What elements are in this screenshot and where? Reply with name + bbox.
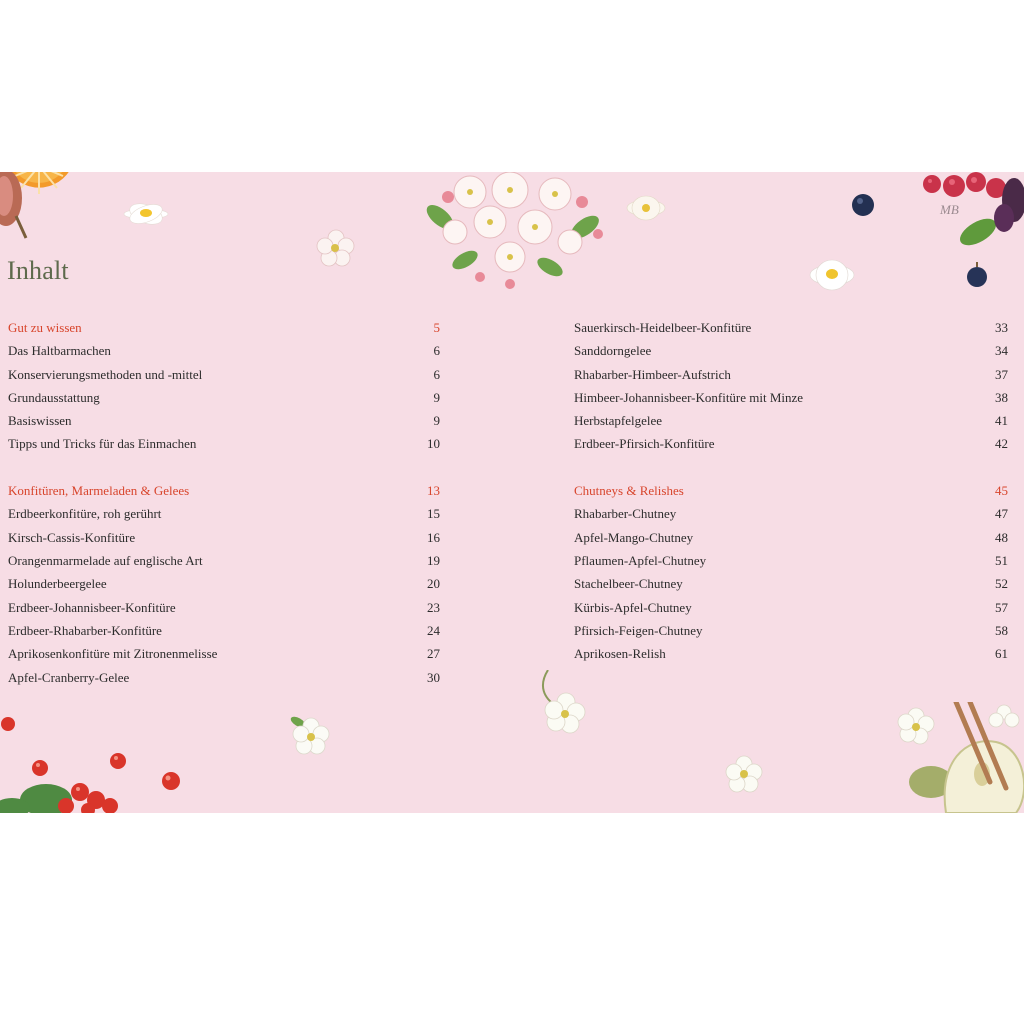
toc-entry-label: Holunderbeergelee <box>8 576 107 592</box>
toc-entry-label: Basiswissen <box>8 413 72 429</box>
toc-entry[interactable] <box>574 600 1008 623</box>
toc-section-heading[interactable] <box>574 483 1008 506</box>
toc-entry-label: Rhabarber-Chutney <box>574 506 677 522</box>
section-gap <box>8 460 440 483</box>
toc-entry[interactable] <box>8 576 440 599</box>
blueberry-icon <box>850 192 876 218</box>
toc-entry-label: Konservierungsmethoden und -mittel <box>8 366 203 382</box>
toc-entry-label: Rhabarber-Himbeer-Aufstrich <box>574 366 731 382</box>
toc-entry-label: Aprikosen-Relish <box>574 646 666 662</box>
toc-page-number: 34 <box>995 343 1008 359</box>
toc-entry[interactable] <box>574 390 1008 413</box>
toc-entry-label: Sanddorngelee <box>574 343 652 359</box>
toc-entry-label: Erdbeer-Johannisbeer-Konfitüre <box>8 599 176 615</box>
redcurrant-icon <box>160 770 182 792</box>
fig-icon <box>0 172 30 244</box>
toc-entry[interactable] <box>8 436 440 459</box>
page-title: Inhalt <box>7 256 69 285</box>
toc-page-number: 38 <box>995 389 1008 405</box>
toc-page-number: 6 <box>433 366 440 382</box>
apple-half-icon <box>886 702 1024 813</box>
toc-page-number: 51 <box>995 553 1008 569</box>
toc-page-number: 24 <box>427 622 440 638</box>
toc-page-number: 16 <box>427 529 440 545</box>
raspberry-icon <box>918 172 1024 262</box>
toc-page-number: 45 <box>995 483 1008 499</box>
toc-page-number: 23 <box>427 599 440 615</box>
toc-page-number: 10 <box>427 436 440 452</box>
toc-entry[interactable] <box>574 530 1008 553</box>
toc-heading-label: Konfitüren, Marmeladen & Gelees <box>8 483 190 499</box>
toc-entry[interactable] <box>8 670 440 693</box>
toc-entry[interactable] <box>8 553 440 576</box>
apple-blossom-icon <box>722 754 766 794</box>
toc-entry[interactable] <box>574 623 1008 646</box>
book-spread <box>0 172 1024 813</box>
toc-right-column <box>574 320 1008 670</box>
toc-entry-label: Apfel-Mango-Chutney <box>574 529 694 545</box>
toc-page-number: 58 <box>995 622 1008 638</box>
toc-entry-label: Aprikosenkonfitüre mit Zitronenmelisse <box>8 646 218 662</box>
toc-entry-label: Pflaumen-Apfel-Chutney <box>574 553 707 569</box>
toc-entry[interactable] <box>574 506 1008 529</box>
toc-entry[interactable] <box>574 553 1008 576</box>
toc-page-number: 33 <box>995 320 1008 335</box>
toc-page-number: 41 <box>995 413 1008 429</box>
toc-entry[interactable] <box>8 367 440 390</box>
toc-page-number: 61 <box>995 646 1008 662</box>
toc-entry-label: Sauerkirsch-Heidelbeer-Konfitüre <box>574 320 752 335</box>
toc-entry[interactable] <box>8 506 440 529</box>
toc-page-number: 30 <box>427 669 440 685</box>
toc-page-number: 9 <box>433 389 440 405</box>
toc-page-number: 52 <box>995 576 1008 592</box>
toc-entry-label: Das Haltbarmachen <box>8 343 111 359</box>
toc-entry[interactable] <box>8 413 440 436</box>
redcurrant-icon <box>0 712 140 813</box>
toc-page-number: 6 <box>433 343 440 359</box>
toc-entry-label: Kirsch-Cassis-Konfitüre <box>8 529 136 545</box>
toc-page-number: 37 <box>995 366 1008 382</box>
toc-entry-label: Erdbeer-Pfirsich-Konfitüre <box>574 436 715 452</box>
toc-page-number: 19 <box>427 553 440 569</box>
daisy-icon <box>122 200 170 228</box>
toc-section-heading[interactable] <box>8 483 440 506</box>
toc-entry[interactable] <box>574 320 1008 343</box>
toc-left-column <box>8 320 440 693</box>
toc-heading-label: Gut zu wissen <box>8 320 82 335</box>
section-gap <box>574 460 1008 483</box>
daisy-icon <box>808 258 856 292</box>
toc-page-number: 5 <box>433 320 440 335</box>
toc-entry-label: Apfel-Cranberry-Gelee <box>8 669 130 685</box>
toc-entry[interactable] <box>8 390 440 413</box>
illustrator-signature: MB <box>940 202 959 217</box>
toc-entry-label: Grundausstattung <box>8 389 100 405</box>
toc-entry[interactable] <box>8 623 440 646</box>
toc-entry-label: Stachelbeer-Chutney <box>574 576 683 592</box>
apple-blossom-icon <box>410 172 615 292</box>
toc-page-number: 20 <box>427 576 440 592</box>
toc-entry[interactable] <box>574 367 1008 390</box>
apple-blossom-icon <box>538 670 588 736</box>
toc-entry[interactable] <box>574 343 1008 366</box>
daisy-icon <box>625 194 667 222</box>
toc-section-heading[interactable] <box>8 320 440 343</box>
toc-entry-label: Tipps und Tricks für das Einmachen <box>8 436 197 452</box>
apple-blossom-icon <box>312 228 360 268</box>
toc-entry-label: Erdbeerkonfitüre, roh gerührt <box>8 506 162 522</box>
toc-page-number: 42 <box>995 436 1008 452</box>
toc-page-number: 27 <box>427 646 440 662</box>
blueberry-icon <box>965 262 989 288</box>
toc-entry[interactable] <box>574 646 1008 669</box>
toc-entry-label: Herbstapfelgelee <box>574 413 663 429</box>
toc-heading-label: Chutneys & Relishes <box>574 483 684 499</box>
apple-blossom-icon <box>290 714 332 758</box>
toc-entry-label: Kürbis-Apfel-Chutney <box>574 599 692 615</box>
toc-page-number: 9 <box>433 413 440 429</box>
toc-page-number: 47 <box>995 506 1008 522</box>
toc-entry-label: Pfirsich-Feigen-Chutney <box>574 622 703 638</box>
toc-page-number: 13 <box>427 483 440 499</box>
toc-entry[interactable] <box>8 530 440 553</box>
toc-page-number: 15 <box>427 506 440 522</box>
toc-entry[interactable] <box>574 413 1008 436</box>
toc-entry[interactable] <box>8 343 440 366</box>
toc-entry[interactable] <box>574 436 1008 459</box>
toc-entry-label: Himbeer-Johannisbeer-Konfitüre mit Minze <box>574 389 804 405</box>
toc-entry-label: Erdbeer-Rhabarber-Konfitüre <box>8 622 162 638</box>
toc-entry[interactable] <box>8 646 440 669</box>
toc-page-number: 57 <box>995 599 1008 615</box>
toc-entry[interactable] <box>574 576 1008 599</box>
toc-page-number: 48 <box>995 529 1008 545</box>
toc-entry[interactable] <box>8 600 440 623</box>
toc-entry-label: Orangenmarmelade auf englische Art <box>8 553 203 569</box>
